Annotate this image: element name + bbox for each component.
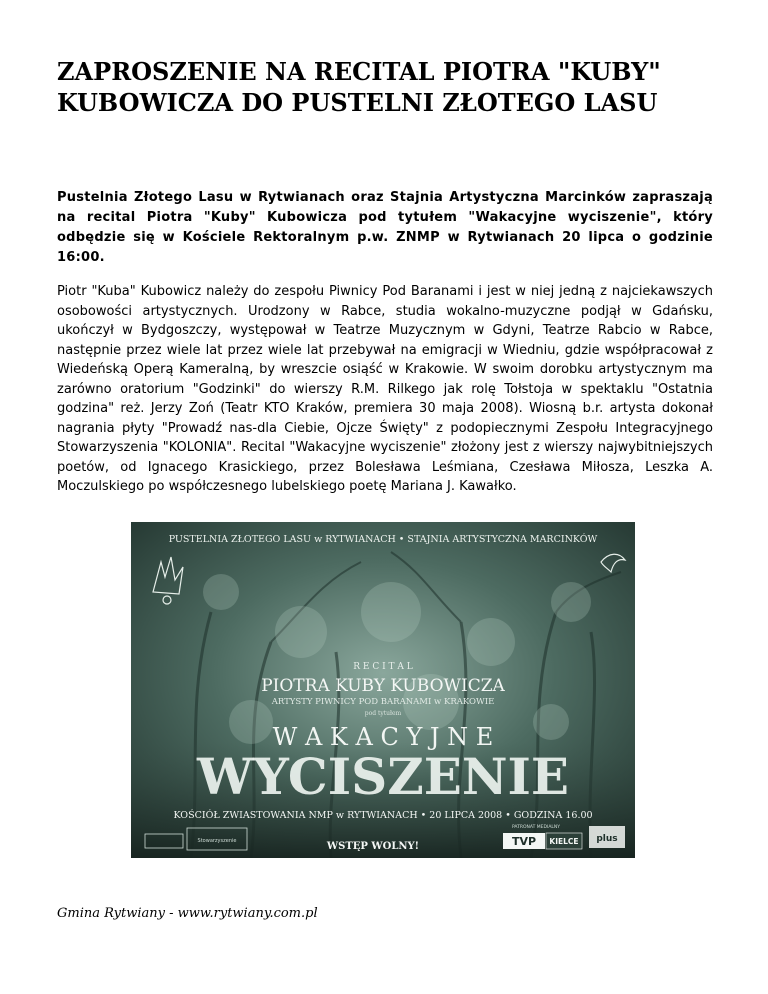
poster-recital: R E C I T A L <box>353 662 413 672</box>
svg-text:plus: plus <box>596 834 618 844</box>
poster-artist: PIOTRA KUBY KUBOWICZA <box>261 676 505 696</box>
footer-text: Gmina Rytwiany - www.rytwiany.com.pl <box>57 906 318 921</box>
poster-venue: KOŚCIÓŁ ZWIASTOWANIA NMP w RYTWIANACH • 20 LIPCA 2008 • GODZINA 16.00 <box>173 810 593 821</box>
sponsor-small-text: Stowarzyszenie <box>197 838 237 844</box>
poster-pod-tytulem: pod tytułem <box>364 710 402 717</box>
body-paragraph: Piotr "Kuba" Kubowicz należy do zespołu Piwnicy Pod Baranami i jest w niej jedną z najciekawszych osobowości artystycznych. Urodzony w Rabce, studia wokalno-muzyczne podjął w Gdańsku, ukończył w Bydgoszczy, występował w Teatrze Muzycznym w Gdyni, Teatrze Rabcio w Rabce, następnie przez wiele lat przez wiele lat przebywał na emigracji w Wiedniu, gdzie współpracował z Wiedeńską Operą Kameralną, by wreszcie osiąść w Krakowie. W swoim dorobku artystycznym ma zarówno oratorium "Godzinki" do wierszy R.M. Rilkego jak rolę Tołstoja w spektaklu "Ostatnia godzina" reż. Jerzy Zoń (Teatr KTO Kraków, premiera 30 maja 2008). Wiosną b.r. artysta dokonał nagrania płyty "Prowadź nas-dla Ciebie, Ojcze Święty" z podopiecznymi Zespołu Integracyjnego Stowarzyszenia "KOLONIA". Recital "Wakacyjne wyciszenie" złożony jest z wierszy najwybitniejszych poetów, od Ignacego Krasickiego, przez Bolesława Leśmiana, Czesława Miłosza, Leszka A. Moczulskiego po współczesnego lubelskiego poetę Mariana J. Kawałko. <box>57 284 713 494</box>
poster-entry: WSTĘP WOLNY! <box>326 841 420 852</box>
poster-artist-sub: ARTYSTY PIWNICY POD BARANAMI w KRAKOWIE <box>271 697 495 707</box>
poster-title-1: W A K A C Y J N E <box>272 723 494 751</box>
page-title: ZAPROSZENIE NA RECITAL PIOTRA "KUBY" KUBOWICZA DO PUSTELNI ZŁOTEGO LASU <box>57 57 661 117</box>
plus-logo <box>589 826 625 848</box>
poster-partners-label: PATRONAT MEDIALNY <box>511 825 561 830</box>
event-poster <box>131 522 635 858</box>
svg-text:KIELCE: KIELCE <box>549 837 579 846</box>
poster-title-2: WYCISZENIE <box>196 747 570 806</box>
lead-paragraph: Pustelnia Złotego Lasu w Rytwianach oraz Stajnia Artystyczna Marcinków zapraszają na recital Piotra "Kuby" Kubowicza pod tytułem "Wakacyjne wyciszenie", który odbędzie się w Kościele Rektoralnym p.w. ZNMP w Rytwianach 20 lipca o godzinie 16:00. <box>57 190 713 265</box>
tvp-logo <box>503 833 582 849</box>
svg-text:TVP: TVP <box>511 835 537 848</box>
poster-top-line: PUSTELNIA ZŁOTEGO LASU w RYTWIANACH • STAJNIA ARTYSTYCZNA MARCINKÓW <box>168 534 598 545</box>
